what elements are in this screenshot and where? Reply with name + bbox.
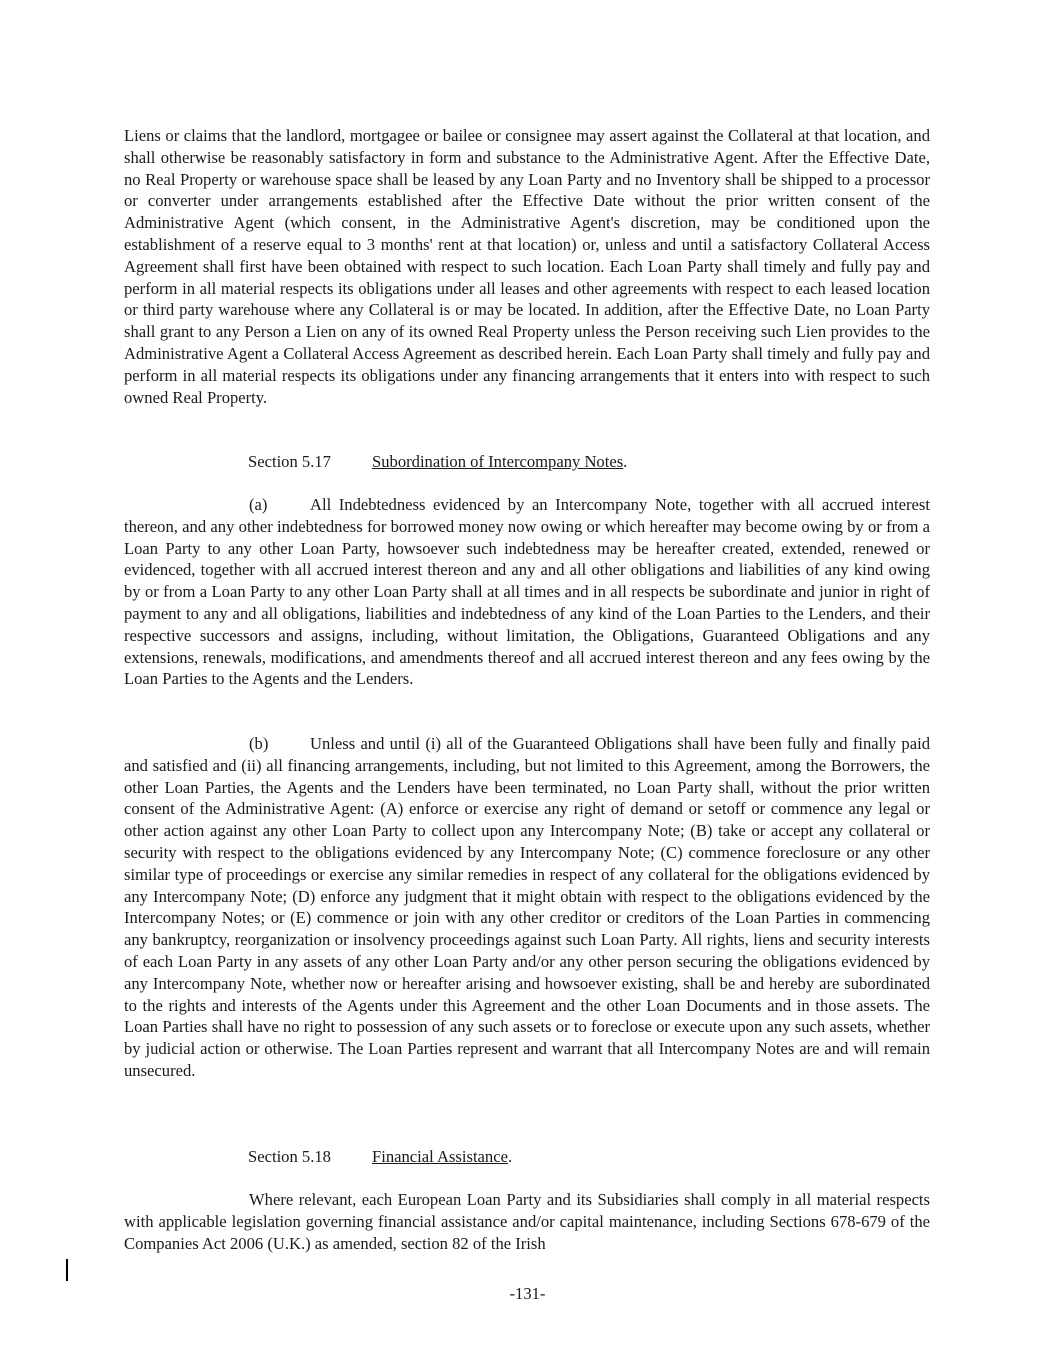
section-5-18-body	[124, 1189, 930, 1254]
section-5-17-number: Section 5.17	[248, 452, 331, 471]
section-5-17-title: Subordination of Intercompany Notes	[372, 452, 624, 471]
page-number: -131-	[509, 1284, 546, 1303]
paragraph-b-text: Unless and until (i) all of the Guaranteed Obligations shall have been fully and finally paid and satisfied and (ii) all financing arrangements, including, but not limited to this Agreement, among the Borrowers, the other Loan Parties, the Agents and the Lenders have been terminated, no Loan Party shall, without the prior written consent of the Administrative Agent: (A) enforce or exercise any right of demand or setoff or commence any legal or other action against any other Loan Party to collect upon any Intercompany Note; (B) take or accept any collateral or security with respect to the obligations evidenced by any Intercompany Note; (C) commence foreclosure or any other similar type of proceedings or exercise any similar remedies in respect of any collateral for the obligations evidenced by any Intercompany Note; (D) enforce any judgment that it might obtain with respect to the obligations evidenced by the Intercompany Notes; or (E) commence or join with any other creditor or creditors of the Loan Parties in commencing any bankruptcy, reorganization or insolvency proceedings against such Loan Party. All rights, liens and security interests of each Loan Party in any assets of any other Loan Party and/or any other person securing the obligations evidenced by any Intercompany Note, whether now or hereafter arising and howsoever existing, shall be and hereby are subordinated to the rights and interests of the Agents under this Agreement and the other Loan Documents and in those assets. The Loan Parties shall have no right to possession of any such assets or to foreclose or execute upon any such assets, whether by judicial action or otherwise. The Loan Parties represent and warrant that all Intercompany Notes are and will remain unsecured.	[124, 734, 930, 1080]
section-5-18-period: .	[507, 1147, 513, 1166]
section-5-17-body-b	[124, 733, 930, 1082]
section-5-17-body	[124, 494, 930, 690]
section-5-17-heading	[248, 451, 627, 473]
section-5-17-paragraph-a	[124, 494, 930, 690]
paragraph-b-label: (b)	[249, 734, 269, 753]
section-5-18-number: Section 5.18	[248, 1147, 331, 1166]
revision-change-bar	[66, 1259, 68, 1281]
section-5-17-period: .	[623, 452, 628, 471]
section-5-18-heading	[248, 1146, 512, 1168]
body-text-top	[124, 125, 930, 408]
paragraph-a-label: (a)	[249, 495, 268, 514]
section-5-18-title: Financial Assistance	[372, 1147, 508, 1166]
paragraph-a-text: All Indebtedness evidenced by an Intercompany Note, together with all accrued interest thereon, and any other indebtedness for borrowed money now owing or which hereafter may become owing by or from a Loan Party to any other Loan Party, howsoever such indebtedness may be hereafter created, extended, renewed or evidenced, together with all accrued interest thereon and any and all other obligations and liabilities of any kind owing by or from a Loan Party to any other Loan Party shall at all times and in all respects be subordinate and junior in right of payment to any and all obligations, liabilities and indebtedness of any kind of the Loan Parties to the Lenders, and their respective successors and assigns, including, without limitation, the Obligations, Guaranteed Obligations and any extensions, renewals, modifications, and amendments thereof and all accrued interest thereon and any fees owing by the Loan Parties to the Agents and the Lenders.	[124, 495, 930, 689]
intro-paragraph: Liens or claims that the landlord, mortgagee or bailee or consignee may assert against the Collateral at that location, and shall otherwise be reasonably satisfactory in form and substance to the Administrative Agent. After the Effective Date, no Real Property or warehouse space shall be leased by any Loan Party and no Inventory shall be shipped to a processor or converter under arrangements established after the Effective Date without the prior written consent of the Administrative Agent (which consent, in the Administrative Agent's discretion, may be conditioned upon the establishment of a reserve equal to 3 months' rent at that location) or, unless and until a satisfactory Collateral Access Agreement shall first have been obtained with respect to such location. Each Loan Party shall timely and fully pay and perform in all material respects its obligations under all leases and other agreements with respect to each leased location or third party warehouse where any Collateral is or may be located. In addition, after the Effective Date, no Loan Party shall grant to any Person a Lien on any of its owned Real Property unless the Person receiving such Lien provides to the Administrative Agent a Collateral Access Agreement as described herein. Each Loan Party shall timely and fully pay and perform in all material respects its obligations under any financing arrangements that it enters into with respect to such owned Real Property.	[124, 126, 930, 407]
section-5-18-paragraph: Where relevant, each European Loan Party and its Subsidiaries shall comply in all material respects with applicable legislation governing financial assistance and/or capital maintenance, including Sections 678-679 of the Companies Act 2006 (U.K.) as amended, section 82 of the Irish	[124, 1190, 930, 1253]
section-5-17-paragraph-b	[124, 733, 930, 1082]
